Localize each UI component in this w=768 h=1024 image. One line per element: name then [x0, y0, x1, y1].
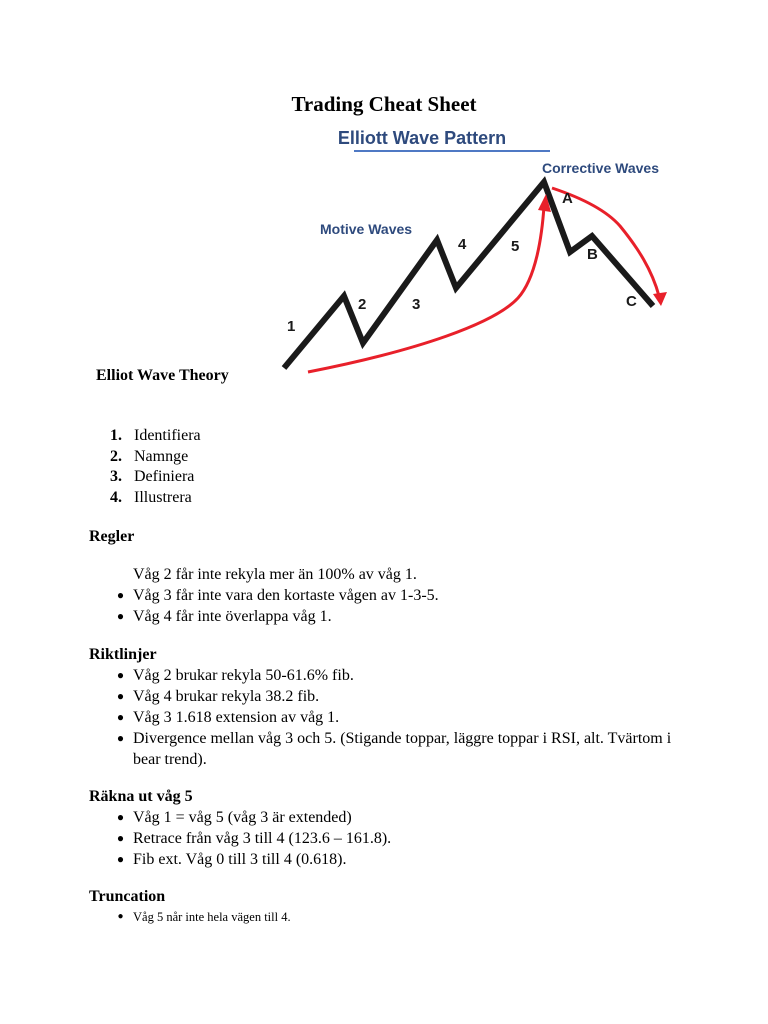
- list-number: 1.: [110, 427, 122, 444]
- wave-label-1: 1: [287, 318, 296, 335]
- truncation-heading: Truncation: [89, 888, 166, 905]
- truncation-list: [108, 908, 673, 926]
- list-text: Fib ext. Våg 0 till 3 till 4 (0.618).: [133, 851, 347, 868]
- list-item: [110, 426, 201, 447]
- wave-label-a: A: [562, 190, 573, 207]
- bullet-icon: ●: [116, 609, 125, 623]
- list-text: Retrace från våg 3 till 4 (123.6 – 161.8).: [133, 830, 392, 847]
- list-text: Våg 4 får inte överlappa våg 1.: [133, 608, 332, 625]
- rakna-list: [108, 807, 673, 870]
- motive-waves-label: Motive Waves: [320, 221, 413, 237]
- elliot-wave-theory-heading: Elliot Wave Theory: [96, 367, 229, 384]
- list-number: 4.: [110, 488, 122, 506]
- riktlinjer-heading: Riktlinjer: [89, 646, 157, 663]
- steps-list: [110, 426, 201, 508]
- list-text: Namnge: [134, 447, 189, 465]
- corrective-waves-label: Corrective Waves: [542, 160, 659, 176]
- wave-label-2: 2: [358, 296, 367, 313]
- list-item: [108, 728, 673, 770]
- list-item: [108, 585, 673, 606]
- bullet-icon: ●: [117, 911, 124, 922]
- list-text: Våg 3 får inte vara den kortaste vågen av 1-3-5.: [133, 587, 439, 604]
- list-item: [108, 686, 673, 707]
- list-item: [108, 665, 673, 686]
- list-text: Illustrera: [134, 488, 192, 506]
- list-text: Våg 4 brukar rekyla 38.2 fib.: [133, 688, 320, 705]
- bullet-icon: ●: [116, 852, 125, 866]
- list-text: Våg 1 = våg 5 (våg 3 är extended): [133, 809, 352, 826]
- rakna-heading: Räkna ut våg 5: [89, 788, 193, 805]
- bullet-icon: ●: [116, 588, 125, 602]
- elliott-wave-diagram: [270, 118, 680, 380]
- list-text: Divergence mellan våg 3 och 5. (Stigande toppar, läggre toppar i RSI, alt. Tvärtom i bear trend).: [133, 730, 672, 768]
- bullet-icon: ●: [116, 668, 125, 682]
- list-item: [108, 606, 673, 627]
- wave-label-b: B: [587, 246, 598, 263]
- wave-label-c: C: [626, 293, 637, 310]
- list-number: 2.: [110, 447, 122, 465]
- wave-label-3: 3: [412, 296, 421, 313]
- list-text: Våg 2 brukar rekyla 50-61.6% fib.: [133, 667, 354, 684]
- regler-intro: Våg 2 får inte rekyla mer än 100% av våg 1.: [133, 566, 417, 583]
- bullet-icon: ●: [116, 831, 125, 845]
- list-item: [110, 488, 201, 509]
- list-text: Identifiera: [134, 427, 201, 444]
- list-item: [108, 828, 673, 849]
- list-item: [108, 707, 673, 728]
- bullet-icon: ●: [116, 689, 125, 703]
- list-item: [108, 807, 673, 828]
- bullet-icon: ●: [116, 710, 125, 724]
- page-title: Trading Cheat Sheet: [291, 92, 477, 116]
- list-number: 3.: [110, 468, 122, 485]
- diagram-title: Elliott Wave Pattern: [337, 128, 507, 148]
- list-item: [110, 447, 201, 468]
- list-item: [108, 908, 673, 926]
- bullet-icon: ●: [116, 810, 125, 824]
- regler-heading: Regler: [89, 528, 135, 545]
- wave-line: [284, 182, 653, 368]
- wave-label-5: 5: [511, 238, 520, 255]
- list-text: Våg 3 1.618 extension av våg 1.: [133, 709, 340, 726]
- list-text: Våg 5 når inte hela vägen till 4.: [133, 910, 291, 924]
- list-text: Definiera: [134, 468, 195, 485]
- riktlinjer-list: [108, 665, 673, 770]
- list-item: [108, 849, 673, 870]
- wave-label-4: 4: [458, 236, 467, 253]
- list-item: [110, 467, 201, 488]
- bullet-icon: ●: [116, 731, 125, 745]
- regler-list: [108, 585, 673, 627]
